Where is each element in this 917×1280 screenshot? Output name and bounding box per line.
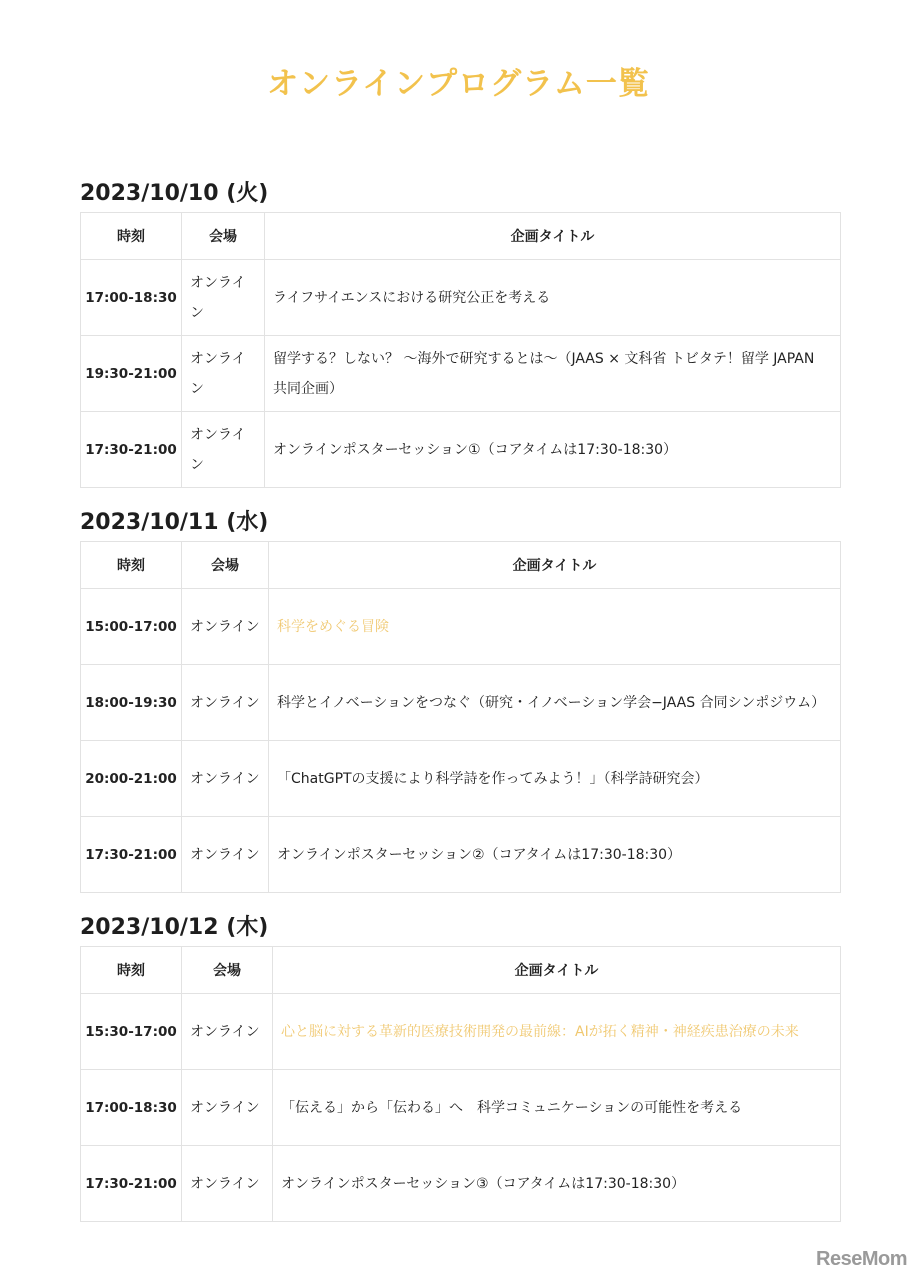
header-venue: 会場 — [182, 542, 269, 589]
row-time: 20:00-21:00 — [81, 741, 182, 817]
day-section-1012 — [80, 910, 841, 1222]
table-row — [81, 260, 841, 336]
row-venue: オンライン — [182, 336, 265, 412]
row-venue: オンライン — [182, 1070, 273, 1146]
day-date-heading: 2023/10/11 (水) — [80, 510, 269, 535]
row-time: 15:30-17:00 — [81, 994, 182, 1070]
table-header-row — [81, 947, 841, 994]
row-time: 17:30-21:00 — [81, 817, 182, 893]
header-time: 時刻 — [81, 213, 182, 260]
table-header-row — [81, 542, 841, 589]
header-venue: 会場 — [182, 213, 265, 260]
table-row — [81, 412, 841, 488]
table-row — [81, 589, 841, 665]
row-title: ライフサイエンスにおける研究公正を考える — [265, 260, 841, 336]
row-time: 17:00-18:30 — [81, 260, 182, 336]
resemom-logo: ReseMom — [816, 1248, 907, 1270]
row-venue: オンライン — [182, 412, 265, 488]
table-row — [81, 817, 841, 893]
table-row — [81, 741, 841, 817]
header-title: 企画タイトル — [269, 542, 841, 589]
row-title: 科学とイノベーションをつなぐ（研究・イノベーション学会−JAAS 合同シンポジウム） — [269, 665, 841, 741]
row-time: 17:00-18:30 — [81, 1070, 182, 1146]
day-date-heading: 2023/10/12 (木) — [80, 915, 269, 940]
row-time: 18:00-19:30 — [81, 665, 182, 741]
row-title: オンラインポスターセッション①（コアタイムは17:30-18:30） — [265, 412, 841, 488]
row-venue: オンライン — [182, 994, 273, 1070]
row-time: 15:00-17:00 — [81, 589, 182, 665]
schedule-table — [80, 212, 841, 488]
day-section-1010 — [80, 176, 841, 488]
row-venue: オンライン — [182, 589, 269, 665]
header-time: 時刻 — [81, 947, 182, 994]
table-row — [81, 1146, 841, 1222]
row-venue: オンライン — [182, 817, 269, 893]
row-title: オンラインポスターセッション③（コアタイムは17:30-18:30） — [273, 1146, 841, 1222]
row-time: 17:30-21:00 — [81, 412, 182, 488]
row-time: 19:30-21:00 — [81, 336, 182, 412]
table-row — [81, 665, 841, 741]
row-title-link[interactable]: 心と脳に対する革新的医療技術開発の最前線：AIが拓く精神・神経疾患治療の未来 — [273, 994, 841, 1070]
header-time: 時刻 — [81, 542, 182, 589]
table-row — [81, 336, 841, 412]
page-title: オンラインプログラム一覧 — [267, 66, 650, 102]
row-venue: オンライン — [182, 1146, 273, 1222]
header-title: 企画タイトル — [265, 213, 841, 260]
row-title: 「ChatGPTの支援により科学詩を作ってみよう！」（科学詩研究会） — [269, 741, 841, 817]
header-title: 企画タイトル — [273, 947, 841, 994]
schedule-table — [80, 541, 841, 893]
day-section-1011 — [80, 505, 841, 893]
row-venue: オンライン — [182, 741, 269, 817]
table-row — [81, 994, 841, 1070]
table-header-row — [81, 213, 841, 260]
row-time: 17:30-21:00 — [81, 1146, 182, 1222]
row-venue: オンライン — [182, 665, 269, 741]
header-venue: 会場 — [182, 947, 273, 994]
day-date-heading: 2023/10/10 (火) — [80, 181, 269, 206]
row-title: オンラインポスターセッション②（コアタイムは17:30-18:30） — [269, 817, 841, 893]
table-row — [81, 1070, 841, 1146]
row-venue: オンライン — [182, 260, 265, 336]
row-title: 「伝える」から「伝わる」へ 科学コミュニケーションの可能性を考える — [273, 1070, 841, 1146]
row-title: 留学する？しない？ 〜海外で研究するとは〜（JAAS × 文科省 トビタテ！留学 JAPAN 共同企画） — [265, 336, 841, 412]
row-title-link[interactable]: 科学をめぐる冒険 — [269, 589, 841, 665]
schedule-table — [80, 946, 841, 1222]
